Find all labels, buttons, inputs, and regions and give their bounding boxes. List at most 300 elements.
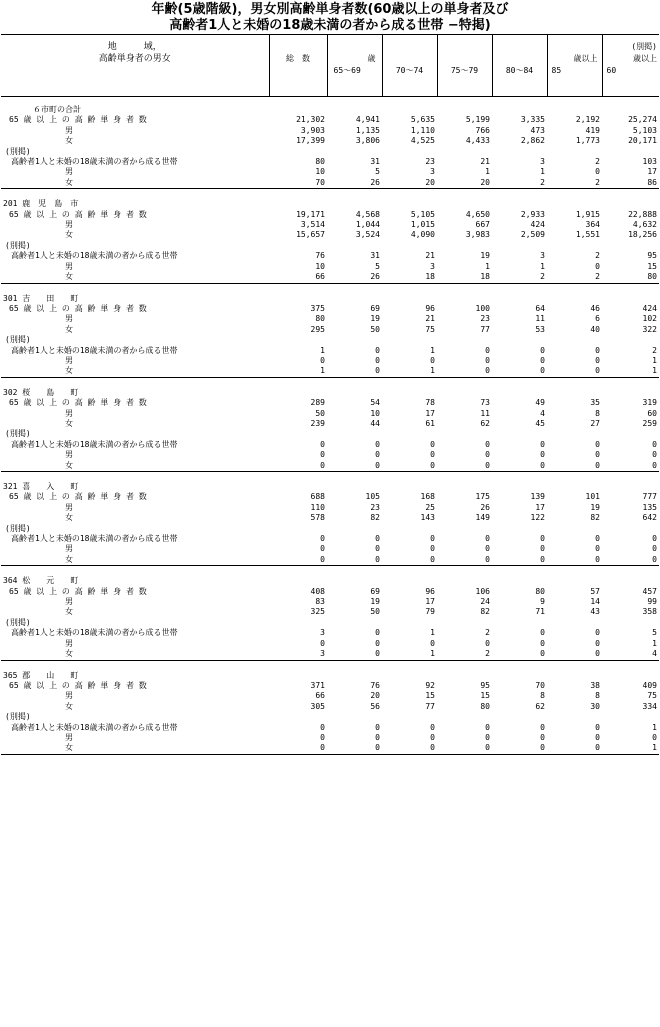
value-cell: 14	[590, 597, 600, 607]
value-cell: 0	[595, 732, 600, 742]
value-cell: 1,015	[410, 220, 435, 230]
value-cell: 0	[595, 534, 600, 544]
elderly-row-elderly	[1, 304, 659, 314]
value-cell: 0	[430, 638, 435, 648]
value-cell: 26	[370, 272, 380, 282]
row-label-household: 高齢者1人と未婚の18歳未満の者から成る世帯	[11, 534, 178, 544]
value-cell: 175	[475, 492, 490, 502]
empty-cell	[327, 482, 382, 492]
value-cell: 0	[320, 544, 325, 554]
value-cell: 22,888	[628, 209, 657, 219]
empty-cell	[492, 712, 547, 722]
elderly-row-female	[1, 136, 659, 146]
value-cell: 0	[430, 450, 435, 460]
spacer-cell	[437, 283, 492, 294]
value-cell: 80	[315, 314, 325, 324]
row-label-female: 女	[65, 607, 73, 617]
empty-cell	[382, 335, 437, 345]
value-cell: 1	[485, 167, 490, 177]
row-label-elderly: 65 歳 以 上 の 高 齢 単 身 者 数	[9, 680, 147, 690]
value-cell: 0	[652, 732, 657, 742]
value-cell: 0	[492, 743, 547, 754]
empty-cell	[492, 105, 547, 115]
row-label-female: 女	[65, 366, 73, 376]
empty-cell	[547, 712, 602, 722]
value-cell: 688	[310, 492, 325, 502]
row-label-male: 男	[65, 167, 73, 177]
value-cell: 1	[602, 743, 659, 754]
spacer-row	[1, 189, 659, 200]
value-cell: 2,933	[520, 209, 545, 219]
value-cell: 3	[540, 251, 545, 261]
value-cell: 0	[382, 743, 437, 754]
empty-cell	[602, 388, 659, 398]
value-cell: 80	[315, 157, 325, 167]
value-cell: 24	[480, 597, 490, 607]
value-cell: 319	[642, 398, 657, 408]
elderly-row-female	[1, 419, 659, 429]
value-cell: 1	[652, 638, 657, 648]
empty-cell	[602, 618, 659, 628]
value-cell: 69	[370, 303, 380, 313]
value-cell: 135	[642, 502, 657, 512]
region-row	[1, 482, 659, 492]
value-cell: 334	[642, 701, 657, 711]
value-cell: 0	[375, 732, 380, 742]
value-cell: 6	[595, 314, 600, 324]
value-cell: 99	[647, 597, 657, 607]
value-cell: 0	[320, 460, 325, 470]
value-cell: 375	[310, 303, 325, 313]
spacer-cell	[602, 189, 659, 200]
spacer-cell	[492, 660, 547, 671]
value-cell: 364	[585, 220, 600, 230]
empty-cell	[327, 712, 382, 722]
value-cell: 110	[310, 502, 325, 512]
value-cell: 3	[430, 167, 435, 177]
empty-cell	[492, 576, 547, 586]
value-cell: 0	[320, 722, 325, 732]
spacer-cell	[327, 283, 382, 294]
value-cell: 0	[540, 649, 545, 659]
value-cell: 0	[595, 366, 600, 376]
value-cell: 295	[310, 324, 325, 334]
value-cell: 75	[647, 691, 657, 701]
value-cell: 0	[595, 355, 600, 365]
value-cell: 77	[425, 701, 435, 711]
value-cell: 69	[370, 586, 380, 596]
row-label-female: 女	[65, 701, 73, 711]
value-cell: 0	[430, 439, 435, 449]
table-header	[1, 35, 659, 97]
value-cell: 19	[480, 251, 490, 261]
title-line-2: 高齢者1人と未婚の18歳未満の者から成る世帯 −特掲)	[169, 18, 491, 33]
household-row-male	[1, 356, 659, 366]
value-cell: 3	[540, 157, 545, 167]
value-cell: 101	[585, 492, 600, 502]
spacer-row	[1, 377, 659, 388]
value-cell: 0	[595, 167, 600, 177]
household-row-female	[1, 649, 659, 660]
value-cell: 578	[310, 513, 325, 523]
elderly-row-female	[1, 230, 659, 240]
empty-cell	[269, 429, 327, 439]
row-label-elderly: 65 歳 以 上 の 高 齢 単 身 者 数	[9, 398, 147, 408]
spacer-cell	[382, 283, 437, 294]
value-cell: 0	[595, 261, 600, 271]
value-cell: 19	[370, 597, 380, 607]
empty-cell	[547, 199, 602, 209]
spacer-cell	[437, 97, 492, 106]
empty-cell	[547, 335, 602, 345]
region-name: 365 郡 山 町	[3, 670, 79, 680]
empty-cell	[382, 105, 437, 115]
value-cell: 0	[547, 743, 602, 754]
value-cell: 3,514	[300, 220, 325, 230]
value-cell: 0	[652, 554, 657, 564]
spacer-cell	[269, 283, 327, 294]
value-cell: 0	[540, 628, 545, 638]
empty-cell	[437, 294, 492, 304]
value-cell: 0	[430, 554, 435, 564]
value-cell: 0	[595, 544, 600, 554]
row-label-female: 女	[65, 272, 73, 282]
value-cell: 0	[595, 554, 600, 564]
row-label-elderly: 65 歳 以 上 の 高 齢 単 身 者 数	[9, 586, 147, 596]
value-cell: 4	[540, 408, 545, 418]
value-cell: 1,915	[575, 209, 600, 219]
value-cell: 0	[595, 460, 600, 470]
empty-cell	[437, 576, 492, 586]
elderly-row-male	[1, 126, 659, 136]
value-cell: 0	[375, 439, 380, 449]
empty-cell	[327, 524, 382, 534]
empty-cell	[382, 524, 437, 534]
household-row-household	[1, 723, 659, 733]
value-cell: 92	[425, 680, 435, 690]
row-label-female: 女	[65, 418, 73, 428]
empty-cell	[437, 671, 492, 681]
betsu-row	[1, 335, 659, 345]
spacer-cell	[492, 377, 547, 388]
empty-cell	[547, 147, 602, 157]
age-75-79-label: 75〜79	[450, 66, 479, 75]
household-row-male	[1, 733, 659, 743]
region-name: 302 桜 島 町	[3, 387, 79, 397]
value-cell: 419	[585, 125, 600, 135]
empty-cell	[602, 147, 659, 157]
empty-cell	[492, 294, 547, 304]
value-cell: 0	[375, 544, 380, 554]
value-cell: 777	[642, 492, 657, 502]
age-85-header	[547, 35, 602, 97]
elderly-row-elderly	[1, 398, 659, 408]
value-cell: 122	[530, 513, 545, 523]
value-cell: 82	[370, 513, 380, 523]
spacer-cell	[547, 189, 602, 200]
row-label-male: 男	[65, 502, 73, 512]
spacer-cell	[547, 566, 602, 577]
row-label-household: 高齢者1人と未婚の18歳未満の者から成る世帯	[11, 439, 178, 449]
value-cell: 96	[425, 586, 435, 596]
value-cell: 2	[485, 628, 490, 638]
value-cell: 8	[540, 691, 545, 701]
value-cell: 2,509	[520, 230, 545, 240]
value-cell: 0	[485, 554, 490, 564]
household-row-female	[1, 178, 659, 189]
spacer-cell	[1, 189, 269, 200]
betsu-row	[1, 712, 659, 722]
row-label-male: 男	[65, 314, 73, 324]
household-row-household	[1, 251, 659, 261]
region-row	[1, 199, 659, 209]
value-cell: 106	[475, 586, 490, 596]
row-label-male: 男	[65, 450, 73, 460]
value-cell: 86	[647, 177, 657, 187]
value-cell: 56	[370, 701, 380, 711]
spacer-row	[1, 566, 659, 577]
value-cell: 0	[375, 450, 380, 460]
value-cell: 18	[425, 272, 435, 282]
empty-cell	[382, 241, 437, 251]
empty-cell	[437, 618, 492, 628]
value-cell: 26	[480, 502, 490, 512]
row-label-male: 男	[65, 125, 73, 135]
value-cell: 102	[642, 314, 657, 324]
value-cell: 0	[375, 722, 380, 732]
value-cell: 0	[540, 355, 545, 365]
empty-cell	[269, 147, 327, 157]
value-cell: 3,524	[355, 230, 380, 240]
value-cell: 79	[425, 607, 435, 617]
value-cell: 73	[480, 398, 490, 408]
value-cell: 0	[540, 366, 545, 376]
value-cell: 0	[269, 743, 327, 754]
value-cell: 20	[370, 691, 380, 701]
value-cell: 766	[475, 125, 490, 135]
empty-cell	[602, 199, 659, 209]
value-cell: 71	[535, 607, 545, 617]
empty-cell	[602, 671, 659, 681]
row-label-male: 男	[65, 220, 73, 230]
empty-cell	[269, 105, 327, 115]
household-row-household	[1, 628, 659, 638]
empty-cell	[437, 388, 492, 398]
empty-cell	[492, 388, 547, 398]
row-label-male: 男	[65, 638, 73, 648]
value-cell: 0	[540, 450, 545, 460]
elderly-row-elderly	[1, 492, 659, 502]
elderly-row-female	[1, 325, 659, 335]
value-cell: 19	[370, 314, 380, 324]
value-cell: 46	[590, 303, 600, 313]
value-cell: 259	[642, 418, 657, 428]
value-cell: 5	[375, 167, 380, 177]
value-cell: 1	[430, 345, 435, 355]
value-cell: 371	[310, 680, 325, 690]
row-label-male: 男	[65, 597, 73, 607]
empty-cell	[437, 712, 492, 722]
elderly-row-elderly	[1, 115, 659, 125]
empty-cell	[437, 241, 492, 251]
value-cell: 3	[320, 628, 325, 638]
region-header-line1: 地 域，	[107, 42, 162, 52]
value-cell: 642	[642, 513, 657, 523]
household-row-female	[1, 461, 659, 472]
value-cell: 4,525	[410, 136, 435, 146]
region-row	[1, 671, 659, 681]
betsu-label: (別掲)	[5, 335, 31, 345]
betsu-row	[1, 618, 659, 628]
value-cell: 1	[540, 261, 545, 271]
empty-cell	[492, 335, 547, 345]
value-cell: 66	[315, 691, 325, 701]
empty-cell	[602, 429, 659, 439]
age-60-header	[602, 35, 659, 97]
row-label-male: 男	[65, 355, 73, 365]
value-cell: 75	[425, 324, 435, 334]
spacer-cell	[327, 472, 382, 483]
value-cell: 25,274	[628, 115, 657, 125]
household-row-male	[1, 167, 659, 177]
row-label-elderly: 65 歳 以 上 の 高 齢 単 身 者 数	[9, 209, 147, 219]
value-cell: 473	[530, 125, 545, 135]
row-label-female: 女	[65, 649, 73, 659]
household-row-male	[1, 639, 659, 649]
empty-cell	[269, 482, 327, 492]
spacer-cell	[382, 660, 437, 671]
spacer-cell	[269, 472, 327, 483]
value-cell: 5	[375, 261, 380, 271]
row-label-female: 女	[65, 177, 73, 187]
spacer-cell	[602, 660, 659, 671]
value-cell: 31	[370, 157, 380, 167]
empty-cell	[269, 524, 327, 534]
value-cell: 0	[375, 366, 380, 376]
value-cell: 0	[430, 534, 435, 544]
value-cell: 424	[642, 303, 657, 313]
value-cell: 80	[480, 701, 490, 711]
value-cell: 0	[540, 460, 545, 470]
empty-cell	[602, 524, 659, 534]
value-cell: 1	[652, 722, 657, 732]
value-cell: 0	[485, 439, 490, 449]
value-cell: 61	[425, 418, 435, 428]
elderly-row-elderly	[1, 681, 659, 691]
value-cell: 0	[485, 450, 490, 460]
value-cell: 0	[540, 554, 545, 564]
value-cell: 0	[540, 638, 545, 648]
value-cell: 23	[480, 314, 490, 324]
empty-cell	[437, 429, 492, 439]
elderly-row-male	[1, 409, 659, 419]
value-cell: 0	[540, 439, 545, 449]
value-cell: 5,103	[632, 125, 657, 135]
age-60-top-label: 歳以上	[633, 54, 657, 63]
spacer-row	[1, 660, 659, 671]
empty-cell	[547, 576, 602, 586]
age-75-79-header	[437, 35, 492, 97]
betsu-label: (別掲)	[5, 429, 31, 439]
betsu-header-label: (別掲)	[631, 42, 657, 51]
value-cell: 64	[535, 303, 545, 313]
empty-cell	[547, 241, 602, 251]
value-cell: 4,568	[355, 209, 380, 219]
empty-cell	[492, 241, 547, 251]
value-cell: 44	[370, 418, 380, 428]
value-cell: 31	[370, 251, 380, 261]
empty-cell	[269, 199, 327, 209]
value-cell: 27	[590, 418, 600, 428]
region-row	[1, 388, 659, 398]
spacer-cell	[1, 472, 269, 483]
value-cell: 77	[480, 324, 490, 334]
value-cell: 4,090	[410, 230, 435, 240]
value-cell: 409	[642, 680, 657, 690]
value-cell: 3,983	[465, 230, 490, 240]
spacer-cell	[382, 472, 437, 483]
household-row-household	[1, 346, 659, 356]
value-cell: 0	[595, 649, 600, 659]
value-cell: 82	[590, 513, 600, 523]
elderly-row-elderly	[1, 210, 659, 220]
spacer-cell	[437, 189, 492, 200]
empty-cell	[547, 294, 602, 304]
value-cell: 17	[425, 408, 435, 418]
value-cell: 30	[590, 701, 600, 711]
value-cell: 0	[437, 743, 492, 754]
value-cell: 2,192	[575, 115, 600, 125]
value-cell: 0	[320, 638, 325, 648]
value-cell: 0	[485, 732, 490, 742]
value-cell: 0	[595, 638, 600, 648]
empty-cell	[382, 618, 437, 628]
value-cell: 0	[430, 732, 435, 742]
age-85-top-label: 歳以上	[573, 54, 598, 63]
spacer-cell	[269, 660, 327, 671]
value-cell: 0	[485, 638, 490, 648]
value-cell: 23	[425, 157, 435, 167]
value-cell: 239	[310, 418, 325, 428]
empty-cell	[602, 712, 659, 722]
table-body	[1, 97, 659, 755]
value-cell: 0	[375, 628, 380, 638]
value-cell: 10	[370, 408, 380, 418]
empty-cell	[382, 388, 437, 398]
value-cell: 78	[425, 398, 435, 408]
value-cell: 50	[370, 324, 380, 334]
betsu-row	[1, 241, 659, 251]
value-cell: 0	[595, 450, 600, 460]
value-cell: 21	[480, 157, 490, 167]
value-cell: 2	[485, 649, 490, 659]
row-label-elderly: 65 歳 以 上 の 高 齢 単 身 者 数	[9, 115, 147, 125]
empty-cell	[437, 335, 492, 345]
value-cell: 1	[485, 261, 490, 271]
value-cell: 49	[535, 398, 545, 408]
value-cell: 3,806	[355, 136, 380, 146]
spacer-cell	[437, 566, 492, 577]
value-cell: 0	[540, 345, 545, 355]
household-row-male	[1, 262, 659, 272]
spacer-cell	[1, 283, 269, 294]
value-cell: 1	[320, 345, 325, 355]
value-cell: 0	[320, 355, 325, 365]
spacer-cell	[269, 97, 327, 106]
spacer-cell	[382, 189, 437, 200]
value-cell: 62	[535, 701, 545, 711]
value-cell: 0	[320, 534, 325, 544]
